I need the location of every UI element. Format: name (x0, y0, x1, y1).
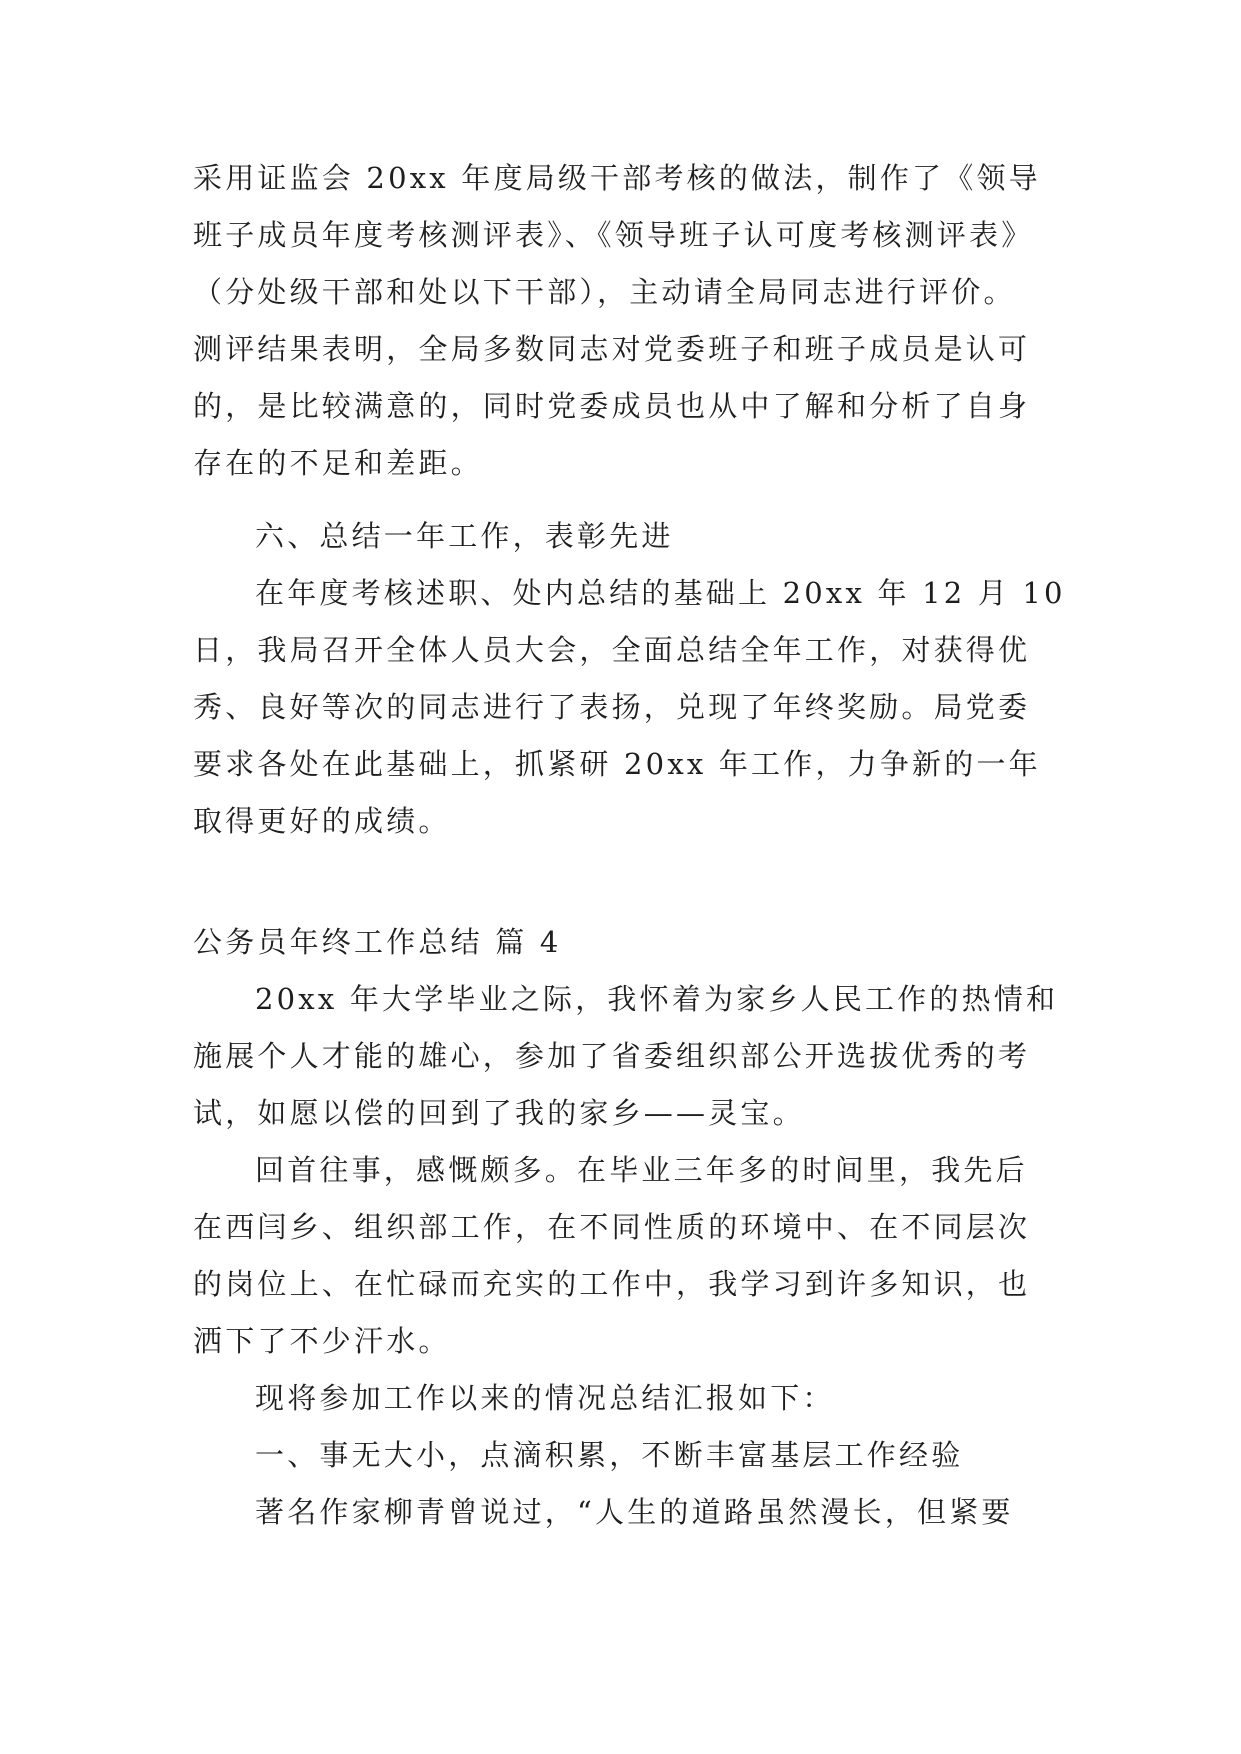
text-line: 班子成员年度考核测评表》、《领导班子认可度考核测评表》 (193, 218, 1034, 252)
text-line: 洒下了不少汗水。 (193, 1324, 451, 1358)
text-line: 现将参加工作以来的情况总结汇报如下： (255, 1381, 835, 1415)
text-line: 采用证监会 20xx 年度局级干部考核的做法，制作了《领导 (193, 161, 1041, 195)
continuation-paragraph (193, 150, 1053, 492)
text-line: 要求各处在此基础上，抓紧研 20xx 年工作，力争新的一年 (193, 747, 1041, 781)
text-line: 在年度考核述职、处内总结的基础上 20xx 年 12 月 10 (255, 576, 1066, 610)
text-line: 著名作家柳青曾说过，“人生的道路虽然漫长，但紧要 (255, 1495, 1014, 1529)
text-line: 日，我局召开全体人员大会，全面总结全年工作，对获得优 (193, 633, 1031, 667)
text-line: 的，是比较满意的，同时党委成员也从中了解和分析了自身 (193, 389, 1031, 423)
text-line: 回首往事，感慨颇多。在毕业三年多的时间里，我先后 (255, 1153, 1028, 1187)
text-line: 施展个人才能的雄心，参加了省委组织部公开选拔优秀的考 (193, 1039, 1031, 1073)
section-heading: 六、总结一年工作，表彰先进 (255, 519, 674, 553)
text-line: 在西闫乡、组织部工作，在不同性质的环境中、在不同层次 (193, 1210, 1031, 1244)
text-line: 试，如愿以偿的回到了我的家乡——灵宝。 (193, 1096, 805, 1130)
text-line: 测评结果表明，全局多数同志对党委班子和班子成员是认可 (193, 332, 1031, 366)
text-line: 存在的不足和差距。 (193, 446, 483, 480)
text-line: 的岗位上、在忙碌而充实的工作中，我学习到许多知识，也 (193, 1267, 1031, 1301)
article-title: 公务员年终工作总结 篇 4 (193, 925, 562, 959)
section-six (193, 508, 1066, 850)
text-line: 秀、良好等次的同志进行了表扬，兑现了年终奖励。局党委 (193, 690, 1031, 724)
text-line: 取得更好的成绩。 (193, 804, 451, 838)
text-line: 20xx 年大学毕业之际，我怀着为家乡人民工作的热情和 (255, 982, 1059, 1016)
article-four (193, 914, 1059, 1541)
section-heading: 一、事无大小，点滴积累，不断丰富基层工作经验 (255, 1438, 964, 1472)
text-line: （分处级干部和处以下干部），主动请全局同志进行评价。 (193, 275, 1016, 309)
